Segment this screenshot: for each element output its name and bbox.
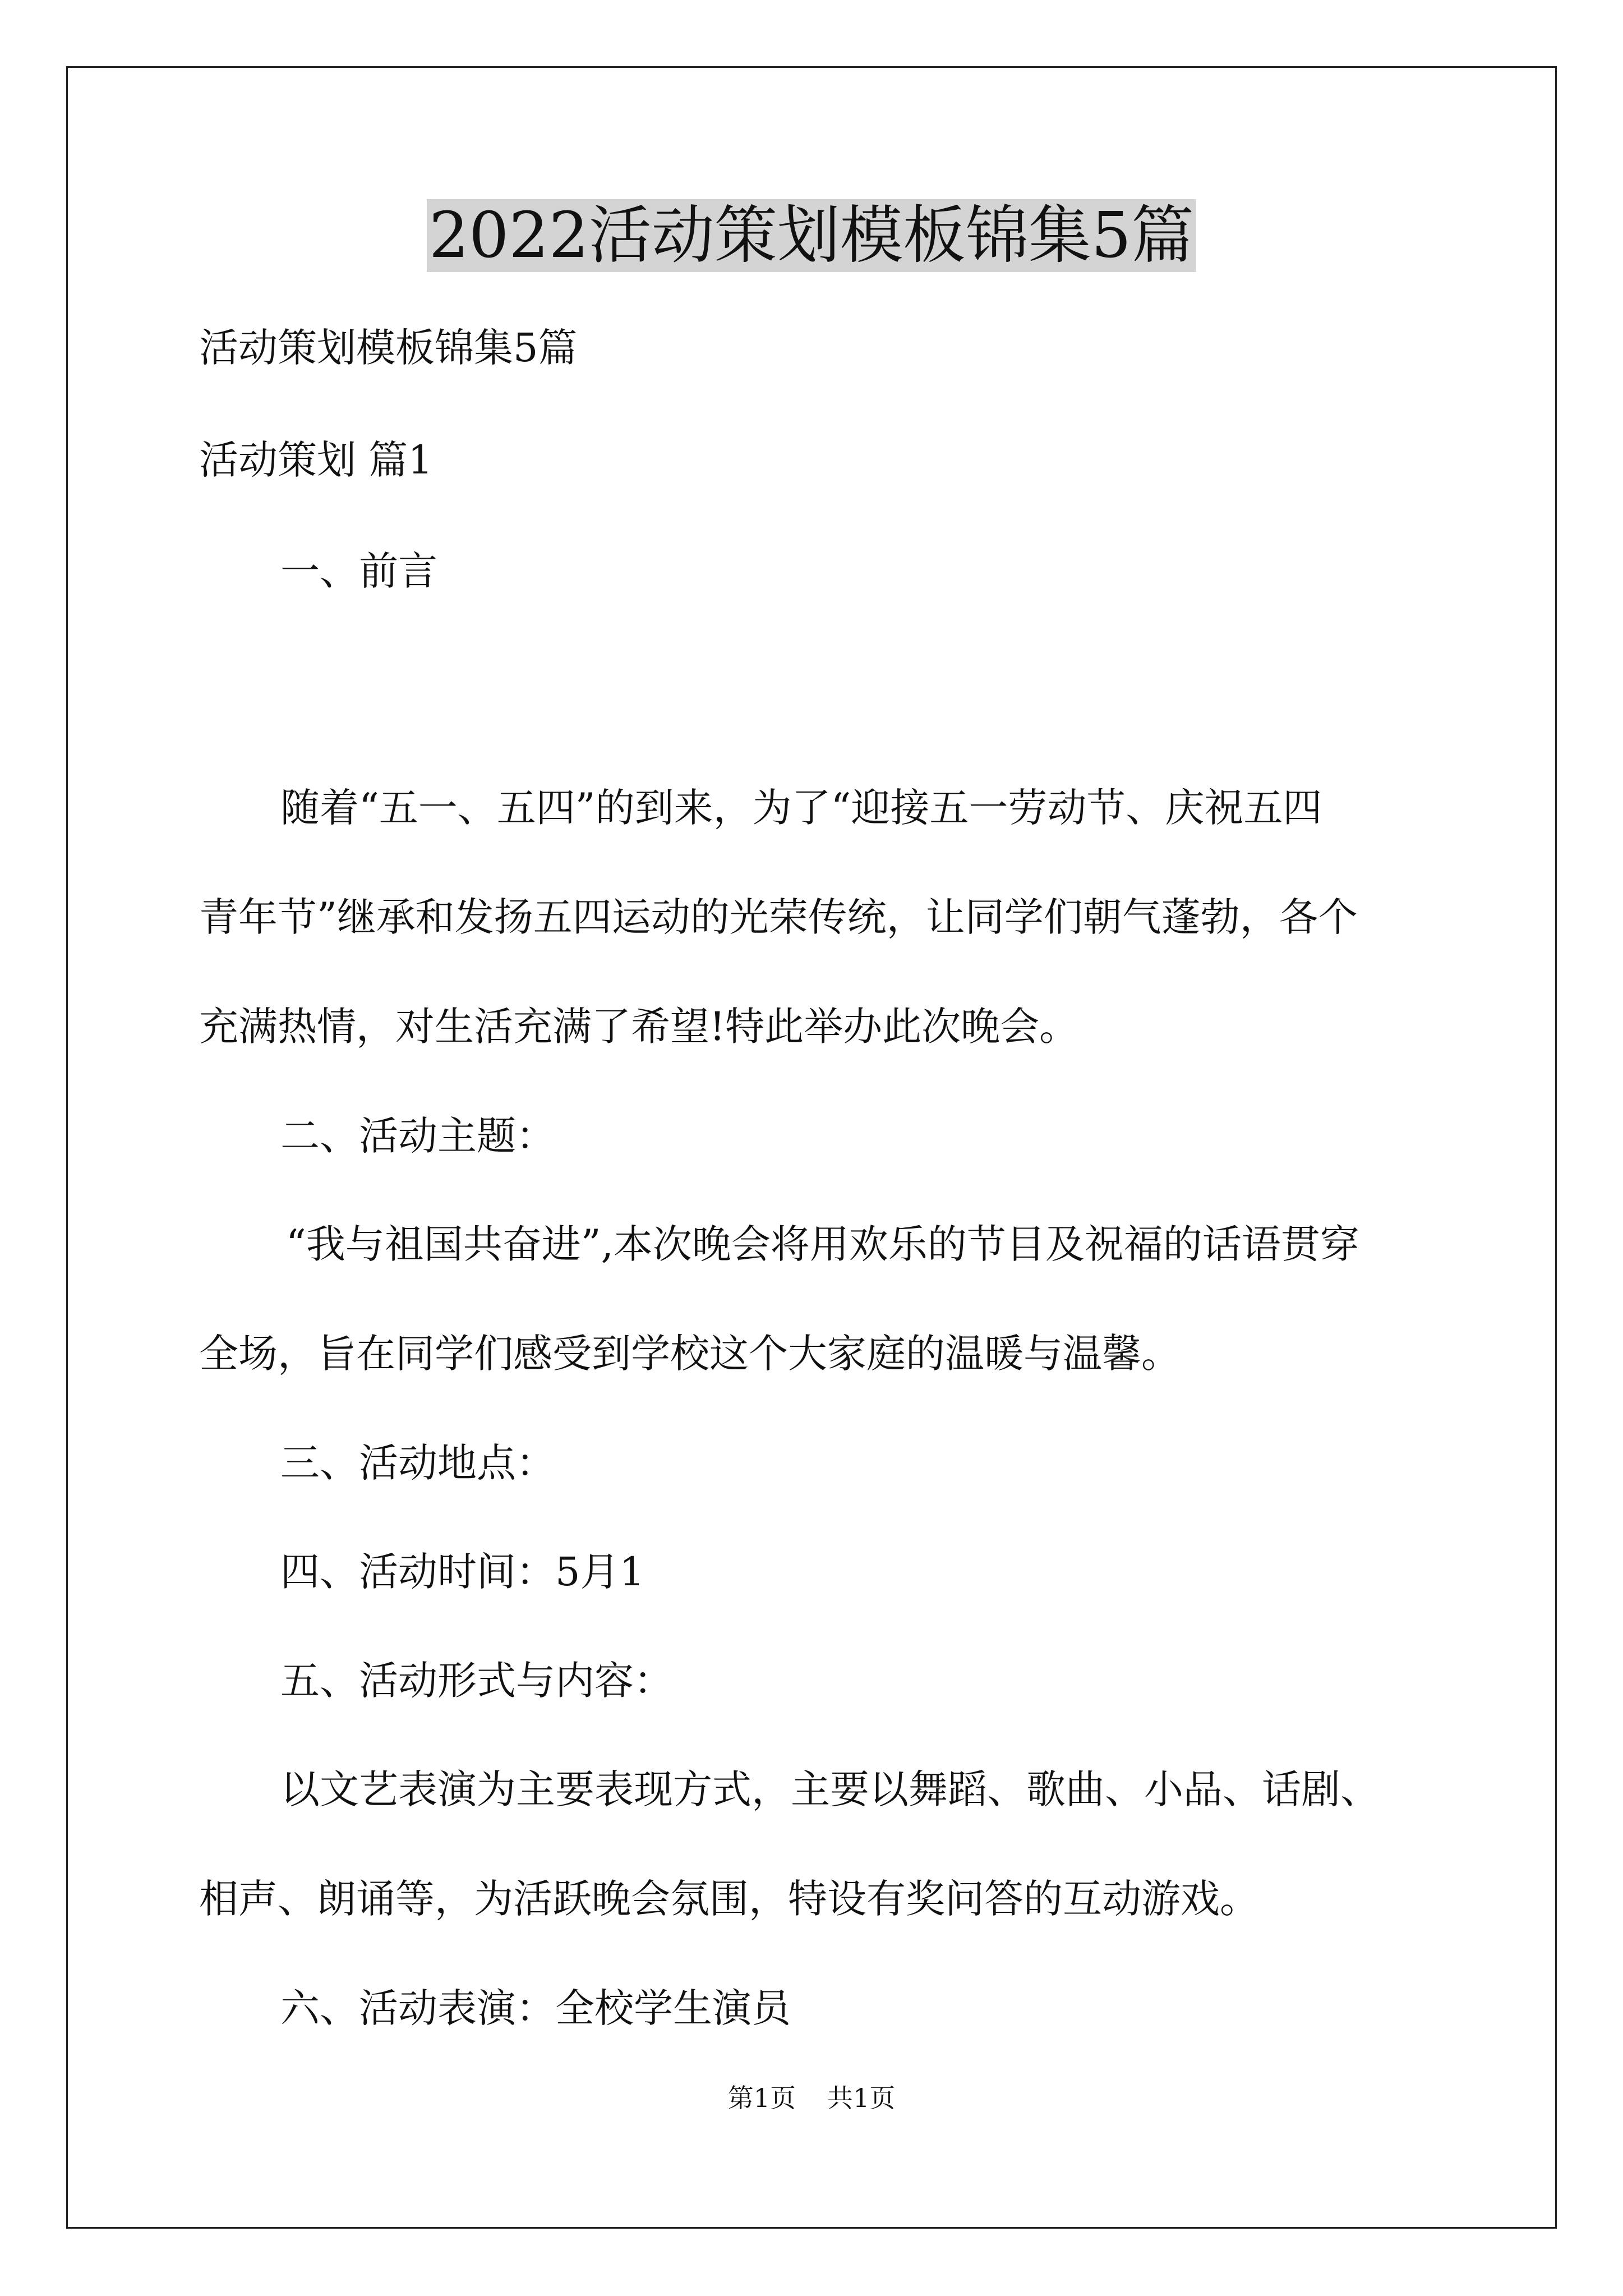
paragraph-line: 全场，旨在同学们感受到学校这个大家庭的温暖与温馨。 (199, 1331, 1181, 1377)
page-number: 第1页 (727, 2083, 796, 2113)
section-heading: 活动策划 篇1 (199, 437, 433, 483)
page-footer (0, 2081, 1623, 2115)
heading-theme: 二、活动主题： (280, 1113, 555, 1159)
page-total: 共1页 (827, 2083, 896, 2113)
paragraph-line: “我与祖国共奋进”,本次晚会将用欢乐的节目及祝福的话语贯穿 (286, 1221, 1359, 1267)
document-title-text: 2022活动策划模板锦集5篇 (427, 199, 1196, 272)
heading-location: 三、活动地点： (280, 1440, 555, 1486)
heading-preface: 一、前言 (280, 548, 437, 594)
document-subtitle: 活动策划模板锦集5篇 (199, 325, 578, 371)
paragraph-line: 充满热情，对生活充满了希望!特此举办此次晚会。 (199, 1004, 1079, 1050)
heading-performers: 六、活动表演：全校学生演员 (280, 1985, 791, 2031)
document-title (0, 194, 1623, 278)
heading-time: 四、活动时间：5月1 (280, 1549, 645, 1595)
paragraph-line: 以文艺表演为主要表现方式，主要以舞蹈、歌曲、小品、话剧、 (280, 1766, 1380, 1812)
paragraph-line: 相声、朗诵等，为活跃晚会氛围，特设有奖问答的互动游戏。 (199, 1876, 1259, 1922)
heading-format: 五、活动形式与内容： (280, 1658, 673, 1704)
paragraph-line: 随着“五一、五四”的到来，为了“迎接五一劳动节、庆祝五四 (280, 785, 1322, 831)
paragraph-line: 青年节”继承和发扬五四运动的光荣传统，让同学们朝气蓬勃，各个 (199, 894, 1358, 940)
